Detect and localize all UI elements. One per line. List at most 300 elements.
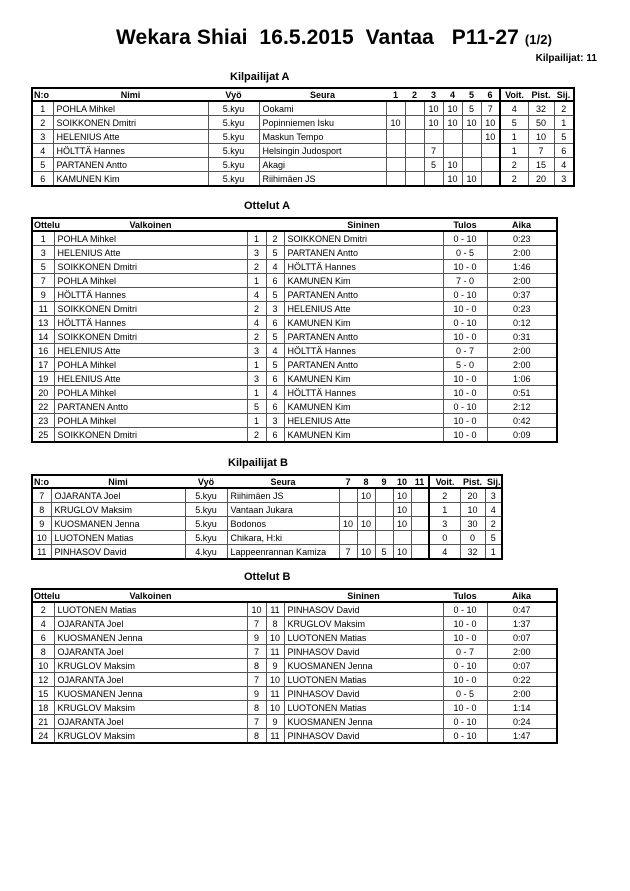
score-cell xyxy=(386,144,405,158)
match-result: 5 - 0 xyxy=(443,358,487,372)
score-cell xyxy=(357,503,375,517)
score-cell xyxy=(411,531,429,545)
competitor-belt: 4.kyu xyxy=(185,545,227,560)
score-cell: 10 xyxy=(443,158,462,172)
score-cell: 10 xyxy=(462,116,481,130)
match-time: 1:06 xyxy=(487,372,557,386)
white-competitor: HÖLTTÄ Hannes xyxy=(54,316,247,330)
points-cell: 20 xyxy=(460,488,485,503)
column-header-match: Ottelu xyxy=(34,590,60,601)
match-number: 1 xyxy=(32,231,54,246)
blue-competitor: KAMUNEN Kim xyxy=(284,400,443,414)
column-header-time: Aika xyxy=(487,218,557,231)
score-cell xyxy=(393,531,411,545)
points-cell: 15 xyxy=(528,158,554,172)
white-number: 9 xyxy=(247,687,266,701)
blue-number: 11 xyxy=(266,645,284,659)
white-number: 8 xyxy=(247,729,266,744)
competitor-name: PINHASOV David xyxy=(51,545,185,560)
match-result: 10 - 0 xyxy=(443,260,487,274)
competitor-belt: 5.kyu xyxy=(185,488,227,503)
white-number: 7 xyxy=(247,617,266,631)
match-row xyxy=(32,330,557,344)
score-cell xyxy=(405,144,424,158)
blue-number: 3 xyxy=(266,414,284,428)
white-competitor: SOIKKONEN Dmitri xyxy=(54,260,247,274)
score-cell: 10 xyxy=(443,116,462,130)
competitor-number: 4 xyxy=(32,144,53,158)
match-time: 1:14 xyxy=(487,701,557,715)
white-competitor: POHLA Mihkel xyxy=(54,386,247,400)
matches-a-table xyxy=(31,217,558,443)
match-result: 0 - 10 xyxy=(443,231,487,246)
column-header: Sij. xyxy=(554,88,574,101)
blue-number: 10 xyxy=(266,673,284,687)
place-cell: 2 xyxy=(485,517,502,531)
match-result: 0 - 7 xyxy=(443,645,487,659)
competitor-row xyxy=(32,531,502,545)
competitor-row xyxy=(32,172,574,187)
column-header: 9 xyxy=(375,475,393,488)
match-result: 0 - 10 xyxy=(443,288,487,302)
pool-a-body xyxy=(32,101,574,186)
score-cell: 10 xyxy=(393,545,411,560)
score-cell xyxy=(405,130,424,144)
white-competitor: KUOSMANEN Jenna xyxy=(54,631,247,645)
match-row xyxy=(32,274,557,288)
score-cell: 10 xyxy=(443,172,462,187)
white-number: 3 xyxy=(247,344,266,358)
competitor-count xyxy=(533,53,597,64)
score-cell xyxy=(424,172,443,187)
white-number: 7 xyxy=(247,645,266,659)
competitor-club: Lappeenrannan Kamiza xyxy=(227,545,339,560)
competitor-row xyxy=(32,503,502,517)
score-cell xyxy=(339,503,357,517)
column-header: N:o xyxy=(34,476,49,487)
score-cell xyxy=(411,545,429,560)
blue-competitor: KAMUNEN Kim xyxy=(284,274,443,288)
competitor-number: 1 xyxy=(32,101,53,116)
score-cell: 10 xyxy=(357,517,375,531)
match-row xyxy=(32,673,557,687)
column-header: 8 xyxy=(357,475,375,488)
column-header-spacer xyxy=(247,589,284,602)
blue-number: 5 xyxy=(266,246,284,260)
matches-a-title: Ottelut A xyxy=(244,200,291,212)
match-time: 2:00 xyxy=(487,687,557,701)
score-cell xyxy=(339,531,357,545)
match-time: 0:12 xyxy=(487,316,557,330)
wins-cell: 1 xyxy=(500,130,528,144)
blue-number: 9 xyxy=(266,659,284,673)
match-result: 10 - 0 xyxy=(443,701,487,715)
blue-number: 9 xyxy=(266,715,284,729)
pool-b-title: Kilpailijat B xyxy=(228,457,288,469)
blue-number: 6 xyxy=(266,400,284,414)
match-row xyxy=(32,617,557,631)
match-result: 0 - 7 xyxy=(443,344,487,358)
score-cell xyxy=(411,517,429,531)
competitor-row xyxy=(32,517,502,531)
match-number: 20 xyxy=(32,386,54,400)
count-label: Kilpailijat: xyxy=(535,53,584,64)
white-number: 5 xyxy=(247,400,266,414)
blue-competitor: HÖLTTÄ Hannes xyxy=(284,260,443,274)
match-row xyxy=(32,428,557,443)
column-header: Nimi xyxy=(53,88,208,101)
competitor-belt: 5.kyu xyxy=(208,144,259,158)
white-number: 2 xyxy=(247,330,266,344)
competitor-club: Akagi xyxy=(259,158,386,172)
column-header-result: Tulos xyxy=(443,218,487,231)
column-header-blue: Sininen xyxy=(284,589,443,602)
blue-competitor: HÖLTTÄ Hannes xyxy=(284,344,443,358)
match-row xyxy=(32,344,557,358)
blue-competitor: PARTANEN Antto xyxy=(284,288,443,302)
match-time: 0:07 xyxy=(487,659,557,673)
match-row xyxy=(32,715,557,729)
column-header: Pist. xyxy=(528,88,554,101)
score-cell xyxy=(405,101,424,116)
score-cell xyxy=(481,172,500,187)
blue-competitor: PINHASOV David xyxy=(284,645,443,659)
score-cell: 10 xyxy=(481,130,500,144)
white-competitor: HELENIUS Atte xyxy=(54,246,247,260)
competitor-row xyxy=(32,158,574,172)
blue-competitor: PINHASOV David xyxy=(284,687,443,701)
match-time: 1:37 xyxy=(487,617,557,631)
score-cell xyxy=(411,488,429,503)
blue-competitor: PINHASOV David xyxy=(284,729,443,744)
blue-number: 4 xyxy=(266,260,284,274)
wins-cell: 2 xyxy=(500,172,528,187)
match-row xyxy=(32,386,557,400)
match-number: 10 xyxy=(32,659,54,673)
white-competitor: KUOSMANEN Jenna xyxy=(54,687,247,701)
white-competitor: POHLA Mihkel xyxy=(54,358,247,372)
blue-number: 6 xyxy=(266,316,284,330)
competitor-number: 7 xyxy=(32,488,51,503)
competitor-club: Popinniemen Isku xyxy=(259,116,386,130)
score-cell: 10 xyxy=(357,488,375,503)
blue-number: 8 xyxy=(266,617,284,631)
pool-a-table xyxy=(31,87,575,187)
competitor-name: PARTANEN Antto xyxy=(53,158,208,172)
white-competitor: POHLA Mihkel xyxy=(54,414,247,428)
blue-competitor: KAMUNEN Kim xyxy=(284,428,443,443)
white-number: 2 xyxy=(247,302,266,316)
wins-cell: 3 xyxy=(429,517,460,531)
blue-number: 6 xyxy=(266,274,284,288)
score-cell xyxy=(443,144,462,158)
competitor-number: 5 xyxy=(32,158,53,172)
competitor-club: Helsingin Judosport xyxy=(259,144,386,158)
score-cell xyxy=(375,488,393,503)
match-row xyxy=(32,631,557,645)
white-number: 2 xyxy=(247,260,266,274)
match-number: 11 xyxy=(32,302,54,316)
matches-a-body xyxy=(32,231,557,442)
match-result: 0 - 10 xyxy=(443,659,487,673)
white-competitor: HELENIUS Atte xyxy=(54,372,247,386)
competitor-club: Ookami xyxy=(259,101,386,116)
matches-b-title: Ottelut B xyxy=(244,571,291,583)
match-time: 0:22 xyxy=(487,673,557,687)
column-header-white: Valkoinen xyxy=(54,218,247,231)
match-time: 2:00 xyxy=(487,358,557,372)
score-cell: 5 xyxy=(462,101,481,116)
column-header: 5 xyxy=(462,88,481,101)
matches-b-table xyxy=(31,588,558,744)
match-result: 10 - 0 xyxy=(443,428,487,443)
score-cell: 10 xyxy=(443,101,462,116)
match-result: 0 - 10 xyxy=(443,715,487,729)
pool-b-body xyxy=(32,488,502,559)
score-cell xyxy=(481,144,500,158)
match-result: 0 - 10 xyxy=(443,729,487,744)
white-number: 9 xyxy=(247,631,266,645)
wins-cell: 2 xyxy=(429,488,460,503)
score-cell xyxy=(462,158,481,172)
column-header: 10 xyxy=(393,475,411,488)
score-cell xyxy=(386,158,405,172)
white-competitor: KRUGLOV Maksim xyxy=(54,701,247,715)
white-competitor: HELENIUS Atte xyxy=(54,344,247,358)
white-competitor: OJARANTA Joel xyxy=(54,673,247,687)
match-time: 0:47 xyxy=(487,602,557,617)
count-value: 11 xyxy=(586,53,597,64)
competitor-number: 3 xyxy=(32,130,53,144)
place-cell: 4 xyxy=(485,503,502,517)
competitor-name: OJARANTA Joel xyxy=(51,488,185,503)
match-time: 0:51 xyxy=(487,386,557,400)
match-time: 0:23 xyxy=(487,302,557,316)
column-header: Nimi xyxy=(51,475,185,488)
competitor-club: Vantaan Jukara xyxy=(227,503,339,517)
competitor-belt: 5.kyu xyxy=(185,531,227,545)
match-result: 10 - 0 xyxy=(443,302,487,316)
blue-number: 10 xyxy=(266,631,284,645)
score-cell xyxy=(405,116,424,130)
match-time: 2:12 xyxy=(487,400,557,414)
match-result: 10 - 0 xyxy=(443,372,487,386)
match-number: 18 xyxy=(32,701,54,715)
title-text: Wekara Shiai 16.5.2015 Vantaa P11-27 xyxy=(116,26,519,49)
match-time: 2:00 xyxy=(487,246,557,260)
score-cell xyxy=(375,503,393,517)
column-header: 6 xyxy=(481,88,500,101)
column-header: 7 xyxy=(339,475,357,488)
column-header: 3 xyxy=(424,88,443,101)
match-row xyxy=(32,659,557,673)
column-header-white: Valkoinen xyxy=(54,589,247,602)
match-time: 0:37 xyxy=(487,288,557,302)
white-competitor: KRUGLOV Maksim xyxy=(54,729,247,744)
match-row xyxy=(32,602,557,617)
pool-a-header xyxy=(32,88,574,101)
blue-number: 11 xyxy=(266,602,284,617)
wins-cell: 0 xyxy=(429,531,460,545)
competitor-club: Riihimäen JS xyxy=(259,172,386,187)
score-cell xyxy=(357,531,375,545)
column-header: Voit. xyxy=(500,88,528,101)
matches-b-body xyxy=(32,602,557,743)
score-cell: 10 xyxy=(393,488,411,503)
match-number: 25 xyxy=(32,428,54,443)
score-cell xyxy=(386,130,405,144)
score-cell xyxy=(405,158,424,172)
white-number: 7 xyxy=(247,673,266,687)
wins-cell: 5 xyxy=(500,116,528,130)
blue-competitor: HÖLTTÄ Hannes xyxy=(284,386,443,400)
white-competitor: OJARANTA Joel xyxy=(54,645,247,659)
match-result: 10 - 0 xyxy=(443,631,487,645)
white-number: 1 xyxy=(247,274,266,288)
match-number: 15 xyxy=(32,687,54,701)
match-number: 17 xyxy=(32,358,54,372)
blue-number: 6 xyxy=(266,372,284,386)
wins-cell: 1 xyxy=(429,503,460,517)
score-cell: 5 xyxy=(375,545,393,560)
competitor-name: LUOTONEN Matias xyxy=(51,531,185,545)
place-cell: 1 xyxy=(554,116,574,130)
score-cell xyxy=(386,101,405,116)
blue-competitor: KUOSMANEN Jenna xyxy=(284,715,443,729)
blue-number: 4 xyxy=(266,386,284,400)
match-time: 0:07 xyxy=(487,631,557,645)
matches-b-header xyxy=(32,589,557,602)
match-number: 24 xyxy=(32,729,54,744)
blue-competitor: PARTANEN Antto xyxy=(284,358,443,372)
match-number: 21 xyxy=(32,715,54,729)
competitor-club: Maskun Tempo xyxy=(259,130,386,144)
column-header-result: Tulos xyxy=(443,589,487,602)
blue-number: 2 xyxy=(266,231,284,246)
white-competitor: HÖLTTÄ Hannes xyxy=(54,288,247,302)
white-competitor: OJARANTA Joel xyxy=(54,617,247,631)
score-cell: 10 xyxy=(357,545,375,560)
white-competitor: LUOTONEN Matias xyxy=(54,602,247,617)
competitor-row xyxy=(32,144,574,158)
points-cell: 50 xyxy=(528,116,554,130)
score-cell xyxy=(339,488,357,503)
competitor-row xyxy=(32,116,574,130)
match-number: 7 xyxy=(32,274,54,288)
match-time: 2:00 xyxy=(487,645,557,659)
competitor-name: KUOSMANEN Jenna xyxy=(51,517,185,531)
points-cell: 0 xyxy=(460,531,485,545)
white-number: 3 xyxy=(247,246,266,260)
competitor-belt: 5.kyu xyxy=(208,101,259,116)
match-number: 12 xyxy=(32,673,54,687)
blue-competitor: HELENIUS Atte xyxy=(284,302,443,316)
blue-number: 11 xyxy=(266,687,284,701)
match-row xyxy=(32,231,557,246)
blue-competitor: KAMUNEN Kim xyxy=(284,372,443,386)
match-row xyxy=(32,316,557,330)
score-cell xyxy=(375,531,393,545)
points-cell: 7 xyxy=(528,144,554,158)
competitor-number: 8 xyxy=(32,503,51,517)
place-cell: 6 xyxy=(554,144,574,158)
matches-a-header xyxy=(32,218,557,231)
white-number: 1 xyxy=(247,386,266,400)
match-time: 1:46 xyxy=(487,260,557,274)
column-header: Voit. xyxy=(429,475,460,488)
blue-number: 6 xyxy=(266,428,284,443)
competitor-belt: 5.kyu xyxy=(208,172,259,187)
white-competitor: OJARANTA Joel xyxy=(54,715,247,729)
place-cell: 3 xyxy=(485,488,502,503)
match-row xyxy=(32,246,557,260)
competitor-number: 9 xyxy=(32,517,51,531)
match-number: 23 xyxy=(32,414,54,428)
column-header: Pist. xyxy=(460,475,485,488)
match-row xyxy=(32,400,557,414)
match-time: 2:00 xyxy=(487,344,557,358)
competitor-number: 2 xyxy=(32,116,53,130)
blue-number: 5 xyxy=(266,330,284,344)
blue-number: 5 xyxy=(266,288,284,302)
column-header-blue: Sininen xyxy=(284,218,443,231)
match-time: 0:24 xyxy=(487,715,557,729)
match-result: 10 - 0 xyxy=(443,414,487,428)
match-number: 4 xyxy=(32,617,54,631)
score-cell: 10 xyxy=(386,116,405,130)
score-cell xyxy=(375,517,393,531)
score-cell: 10 xyxy=(424,116,443,130)
score-cell: 7 xyxy=(481,101,500,116)
match-result: 0 - 5 xyxy=(443,246,487,260)
blue-number: 5 xyxy=(266,358,284,372)
match-row xyxy=(32,687,557,701)
score-cell: 7 xyxy=(424,144,443,158)
white-competitor: SOIKKONEN Dmitri xyxy=(54,302,247,316)
match-number: 8 xyxy=(32,645,54,659)
match-number: 13 xyxy=(32,316,54,330)
score-cell xyxy=(462,144,481,158)
blue-number: 11 xyxy=(266,729,284,744)
blue-number: 10 xyxy=(266,701,284,715)
white-number: 2 xyxy=(247,428,266,443)
competitor-name: KRUGLOV Maksim xyxy=(51,503,185,517)
column-header: Seura xyxy=(227,475,339,488)
white-number: 10 xyxy=(247,602,266,617)
match-result: 7 - 0 xyxy=(443,274,487,288)
competitor-row xyxy=(32,130,574,144)
match-result: 10 - 0 xyxy=(443,386,487,400)
match-number: 19 xyxy=(32,372,54,386)
pool-b-table xyxy=(31,474,503,560)
blue-competitor: KRUGLOV Maksim xyxy=(284,617,443,631)
blue-competitor: SOIKKONEN Dmitri xyxy=(284,231,443,246)
white-competitor: KRUGLOV Maksim xyxy=(54,659,247,673)
score-cell: 5 xyxy=(424,158,443,172)
blue-competitor: HELENIUS Atte xyxy=(284,414,443,428)
white-number: 4 xyxy=(247,316,266,330)
match-time: 1:47 xyxy=(487,729,557,744)
pool-b-header xyxy=(32,475,502,488)
match-result: 0 - 10 xyxy=(443,316,487,330)
blue-competitor: PARTANEN Antto xyxy=(284,246,443,260)
match-row xyxy=(32,358,557,372)
blue-number: 3 xyxy=(266,302,284,316)
blue-competitor: KAMUNEN Kim xyxy=(284,316,443,330)
page-title xyxy=(116,26,552,50)
competitor-belt: 5.kyu xyxy=(208,116,259,130)
white-number: 7 xyxy=(247,715,266,729)
